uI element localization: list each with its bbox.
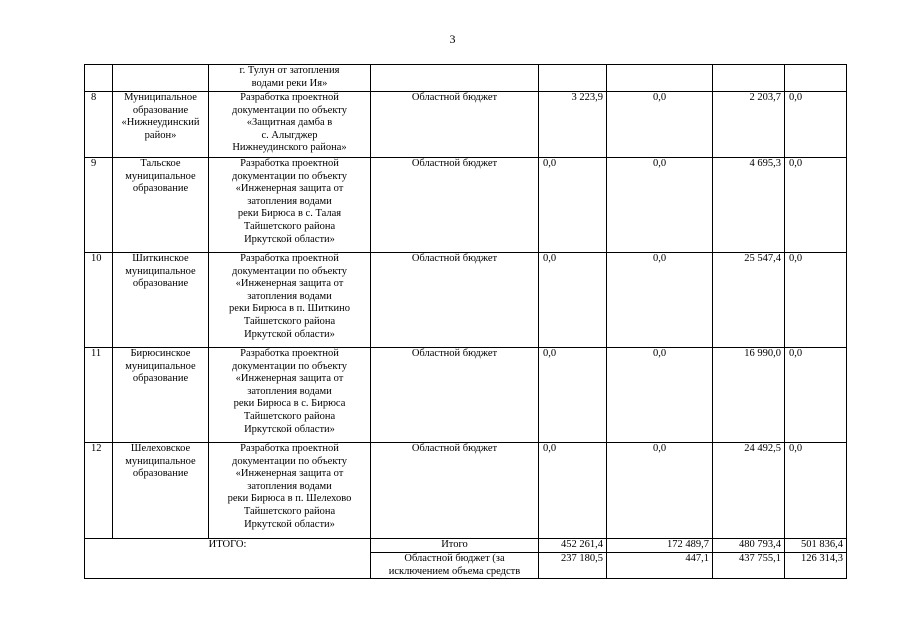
cell-value-2: 0,0 bbox=[607, 443, 713, 539]
cell-source: Областной бюджет (за исключением объема средств bbox=[371, 553, 539, 579]
cell-value-1: 0,0 bbox=[539, 443, 607, 539]
totals-label: ИТОГО: bbox=[85, 539, 371, 579]
cell-value-2: 172 489,7 bbox=[607, 539, 713, 553]
cell-source: Областной бюджет bbox=[371, 253, 539, 348]
cell-source: Областной бюджет bbox=[371, 443, 539, 539]
cell-value-3: 25 547,4 bbox=[713, 253, 785, 348]
cell-org: Тальское муниципальное образование bbox=[113, 158, 209, 253]
cell-description: г. Тулун от затопления водами реки Ия» bbox=[209, 65, 371, 92]
cell-value-3: 16 990,0 bbox=[713, 348, 785, 443]
cell-org: Бирюсинское муниципальное образование bbox=[113, 348, 209, 443]
cell-value-1: 237 180,5 bbox=[539, 553, 607, 579]
table-row bbox=[85, 348, 847, 443]
cell-value-1 bbox=[539, 65, 607, 92]
cell-description: Разработка проектной документации по объекту «Инженерная защита от затопления водами реки Бирюса в с. Бирюса Тайшетского района Иркутской области» bbox=[209, 348, 371, 443]
cell-value-3: 437 755,1 bbox=[713, 553, 785, 579]
cell-source: Областной бюджет bbox=[371, 158, 539, 253]
cell-source: Областной бюджет bbox=[371, 92, 539, 158]
cell-value-3: 4 695,3 bbox=[713, 158, 785, 253]
cell-num: 9 bbox=[85, 158, 113, 253]
cell-source: Итого bbox=[371, 539, 539, 553]
cell-value-1: 0,0 bbox=[539, 253, 607, 348]
cell-source bbox=[371, 65, 539, 92]
cell-value-2: 0,0 bbox=[607, 348, 713, 443]
cell-description: Разработка проектной документации по объекту «Инженерная защита от затопления водами реки Бирюса в п. Шелехово Тайшетского района Иркутской области» bbox=[209, 443, 371, 539]
cell-value-3: 24 492,5 bbox=[713, 443, 785, 539]
budget-table bbox=[84, 64, 847, 579]
cell-description: Разработка проектной документации по объекту «Инженерная защита от затопления водами реки Бирюса в с. Талая Тайшетского района Иркутской области» bbox=[209, 158, 371, 253]
cell-value-1: 452 261,4 bbox=[539, 539, 607, 553]
cell-value-3: 480 793,4 bbox=[713, 539, 785, 553]
cell-value-4: 0,0 bbox=[785, 253, 847, 348]
cell-source: Областной бюджет bbox=[371, 348, 539, 443]
page-number: 3 bbox=[449, 32, 456, 46]
cell-value-1: 0,0 bbox=[539, 348, 607, 443]
cell-org: Шелеховское муниципальное образование bbox=[113, 443, 209, 539]
cell-value-4: 501 836,4 bbox=[785, 539, 847, 553]
cell-value-3: 2 203,7 bbox=[713, 92, 785, 158]
cell-value-2 bbox=[607, 65, 713, 92]
cell-org: Муниципальное образование «Нижнеудинский район» bbox=[113, 92, 209, 158]
cell-value-4: 0,0 bbox=[785, 443, 847, 539]
cell-description: Разработка проектной документации по объекту «Защитная дамба в с. Алыгджер Нижнеудинского района» bbox=[209, 92, 371, 158]
cell-description: Разработка проектной документации по объекту «Инженерная защита от затопления водами реки Бирюса в п. Шиткино Тайшетского района Иркутской области» bbox=[209, 253, 371, 348]
cell-value-2: 447,1 bbox=[607, 553, 713, 579]
cell-num: 10 bbox=[85, 253, 113, 348]
table-row bbox=[85, 65, 847, 92]
cell-value-4: 0,0 bbox=[785, 158, 847, 253]
cell-value-2: 0,0 bbox=[607, 158, 713, 253]
cell-value-4: 126 314,3 bbox=[785, 553, 847, 579]
cell-value-2: 0,0 bbox=[607, 253, 713, 348]
cell-value-3 bbox=[713, 65, 785, 92]
table-row bbox=[85, 253, 847, 348]
cell-value-1: 3 223,9 bbox=[539, 92, 607, 158]
cell-num: 11 bbox=[85, 348, 113, 443]
cell-value-4: 0,0 bbox=[785, 92, 847, 158]
cell-num bbox=[85, 65, 113, 92]
table-row bbox=[85, 158, 847, 253]
cell-num: 12 bbox=[85, 443, 113, 539]
cell-num: 8 bbox=[85, 92, 113, 158]
cell-value-1: 0,0 bbox=[539, 158, 607, 253]
table-row bbox=[85, 443, 847, 539]
totals-row bbox=[85, 539, 847, 553]
cell-org: Шиткинское муниципальное образование bbox=[113, 253, 209, 348]
cell-value-4: 0,0 bbox=[785, 348, 847, 443]
cell-value-4 bbox=[785, 65, 847, 92]
cell-value-2: 0,0 bbox=[607, 92, 713, 158]
table-row bbox=[85, 92, 847, 158]
cell-org bbox=[113, 65, 209, 92]
